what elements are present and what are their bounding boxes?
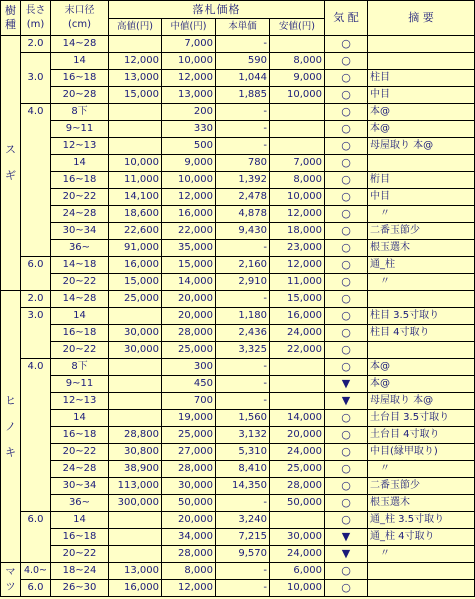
high-cell: 38,900 bbox=[109, 461, 162, 478]
high-cell: 12,000 bbox=[109, 53, 162, 70]
unit-cell: - bbox=[216, 291, 270, 308]
unit-cell: 780 bbox=[216, 155, 270, 172]
summary-cell: 本@ bbox=[368, 104, 475, 121]
mid-cell: 25,000 bbox=[162, 427, 216, 444]
unit-cell: 2,910 bbox=[216, 274, 270, 291]
low-cell: 12,000 bbox=[270, 206, 325, 223]
table-row bbox=[1, 410, 475, 427]
high-cell: 91,000 bbox=[109, 240, 162, 257]
condition-mark: ○ bbox=[325, 257, 368, 274]
low-cell: 10,000 bbox=[270, 189, 325, 206]
low-cell: 16,000 bbox=[270, 308, 325, 325]
summary-cell: 柱目 bbox=[368, 70, 475, 87]
header-mid: 中値(円) bbox=[162, 19, 216, 36]
table-row bbox=[1, 308, 475, 325]
summary-cell: 柱目 3.5寸取り bbox=[368, 308, 475, 325]
header-diameter: 末口径 (cm) bbox=[51, 1, 109, 36]
species-sugi: ス ギ bbox=[1, 36, 21, 291]
condition-mark: ○ bbox=[325, 563, 368, 580]
low-cell bbox=[270, 138, 325, 155]
length-cell: 6.0 bbox=[21, 580, 51, 597]
header-row-1 bbox=[1, 1, 475, 19]
table-row bbox=[1, 325, 475, 342]
mid-cell: 12,000 bbox=[162, 189, 216, 206]
mid-cell: 28,000 bbox=[162, 546, 216, 563]
diameter-cell: 20~22 bbox=[51, 189, 109, 206]
high-cell bbox=[109, 308, 162, 325]
length-cell: 6.0 bbox=[21, 512, 51, 563]
low-cell: 12,000 bbox=[270, 257, 325, 274]
mid-cell: 15,000 bbox=[162, 257, 216, 274]
table-row bbox=[1, 444, 475, 461]
diameter-cell: 24~28 bbox=[51, 461, 109, 478]
high-cell: 10,000 bbox=[109, 155, 162, 172]
low-cell bbox=[270, 36, 325, 53]
unit-cell: - bbox=[216, 393, 270, 410]
high-cell bbox=[109, 512, 162, 529]
header-summary: 摘 要 bbox=[368, 1, 475, 36]
mid-cell: 28,000 bbox=[162, 461, 216, 478]
low-cell: 11,000 bbox=[270, 274, 325, 291]
mid-cell: 34,000 bbox=[162, 529, 216, 546]
low-cell bbox=[270, 359, 325, 376]
table-row bbox=[1, 36, 475, 53]
mid-cell: 20,000 bbox=[162, 308, 216, 325]
unit-cell: 3,240 bbox=[216, 512, 270, 529]
low-cell: 6,000 bbox=[270, 563, 325, 580]
diameter-cell: 8下 bbox=[51, 359, 109, 376]
condition-mark: ○ bbox=[325, 36, 368, 53]
header-length: 長さ (m) bbox=[21, 1, 51, 36]
table-row bbox=[1, 53, 475, 70]
mid-cell: 20,000 bbox=[162, 291, 216, 308]
low-cell: 18,000 bbox=[270, 223, 325, 240]
unit-cell: 1,044 bbox=[216, 70, 270, 87]
mid-cell: 30,000 bbox=[162, 478, 216, 495]
high-cell: 300,000 bbox=[109, 495, 162, 512]
diameter-cell: 14 bbox=[51, 410, 109, 427]
condition-mark: ○ bbox=[325, 223, 368, 240]
unit-cell: 5,310 bbox=[216, 444, 270, 461]
low-cell: 8,000 bbox=[270, 53, 325, 70]
summary-cell: 母屋取り 本@ bbox=[368, 393, 475, 410]
summary-cell: 〃 bbox=[368, 546, 475, 563]
table-row bbox=[1, 189, 475, 206]
high-cell: 30,000 bbox=[109, 325, 162, 342]
unit-cell: 3,132 bbox=[216, 427, 270, 444]
high-cell: 11,000 bbox=[109, 172, 162, 189]
low-cell: 25,000 bbox=[270, 461, 325, 478]
length-cell: 6.0 bbox=[21, 257, 51, 291]
unit-cell: 2,436 bbox=[216, 325, 270, 342]
summary-cell: 根玉選木 bbox=[368, 495, 475, 512]
header-unit: 本単価 bbox=[216, 19, 270, 36]
diameter-cell: 20~28 bbox=[51, 87, 109, 104]
condition-mark: ▼ bbox=[325, 546, 368, 563]
diameter-cell: 36~ bbox=[51, 495, 109, 512]
unit-cell: 8,410 bbox=[216, 461, 270, 478]
table-row bbox=[1, 87, 475, 104]
condition-mark: ○ bbox=[325, 461, 368, 478]
table-row bbox=[1, 121, 475, 138]
condition-mark: ○ bbox=[325, 240, 368, 257]
summary-cell bbox=[368, 342, 475, 359]
unit-cell: - bbox=[216, 376, 270, 393]
high-cell bbox=[109, 359, 162, 376]
diameter-cell: 16~18 bbox=[51, 325, 109, 342]
high-cell bbox=[109, 36, 162, 53]
unit-cell: - bbox=[216, 580, 270, 597]
low-cell bbox=[270, 512, 325, 529]
summary-cell: 〃 bbox=[368, 274, 475, 291]
low-cell: 8,000 bbox=[270, 172, 325, 189]
low-cell bbox=[270, 121, 325, 138]
table-row bbox=[1, 580, 475, 597]
high-cell bbox=[109, 410, 162, 427]
diameter-cell: 12~13 bbox=[51, 138, 109, 155]
mid-cell: 12,000 bbox=[162, 580, 216, 597]
unit-cell: 1,392 bbox=[216, 172, 270, 189]
high-cell: 113,000 bbox=[109, 478, 162, 495]
high-cell: 15,000 bbox=[109, 274, 162, 291]
condition-mark: ○ bbox=[325, 325, 368, 342]
high-cell: 13,000 bbox=[109, 563, 162, 580]
table-row bbox=[1, 206, 475, 223]
low-cell: 22,000 bbox=[270, 342, 325, 359]
mid-cell: 330 bbox=[162, 121, 216, 138]
summary-cell bbox=[368, 563, 475, 580]
table-row bbox=[1, 529, 475, 546]
low-cell: 9,000 bbox=[270, 70, 325, 87]
table-row bbox=[1, 291, 475, 308]
high-cell: 16,000 bbox=[109, 580, 162, 597]
diameter-cell: 8下 bbox=[51, 104, 109, 121]
table-row bbox=[1, 512, 475, 529]
low-cell: 24,000 bbox=[270, 546, 325, 563]
diameter-cell: 12~13 bbox=[51, 393, 109, 410]
diameter-cell: 9~11 bbox=[51, 121, 109, 138]
table-row bbox=[1, 70, 475, 87]
diameter-cell: 14~18 bbox=[51, 257, 109, 274]
low-cell: 10,000 bbox=[270, 580, 325, 597]
high-cell bbox=[109, 138, 162, 155]
mid-cell: 7,000 bbox=[162, 36, 216, 53]
diameter-cell: 16~18 bbox=[51, 529, 109, 546]
condition-mark: ○ bbox=[325, 87, 368, 104]
table-row bbox=[1, 223, 475, 240]
low-cell bbox=[270, 104, 325, 121]
high-cell bbox=[109, 376, 162, 393]
header-high: 高値(円) bbox=[109, 19, 162, 36]
condition-mark: ○ bbox=[325, 53, 368, 70]
mid-cell: 9,000 bbox=[162, 155, 216, 172]
low-cell: 23,000 bbox=[270, 240, 325, 257]
low-cell: 50,000 bbox=[270, 495, 325, 512]
condition-mark: ○ bbox=[325, 308, 368, 325]
mid-cell: 27,000 bbox=[162, 444, 216, 461]
high-cell: 22,600 bbox=[109, 223, 162, 240]
unit-cell: - bbox=[216, 495, 270, 512]
condition-mark: ▼ bbox=[325, 393, 368, 410]
mid-cell: 450 bbox=[162, 376, 216, 393]
summary-cell: 〃 bbox=[368, 461, 475, 478]
unit-cell: - bbox=[216, 359, 270, 376]
unit-cell: 14,350 bbox=[216, 478, 270, 495]
table-row bbox=[1, 427, 475, 444]
condition-mark: ○ bbox=[325, 189, 368, 206]
condition-mark: ○ bbox=[325, 138, 368, 155]
high-cell bbox=[109, 529, 162, 546]
diameter-cell: 14~28 bbox=[51, 291, 109, 308]
diameter-cell: 20~22 bbox=[51, 546, 109, 563]
species-hinoki: ヒ ノ キ bbox=[1, 291, 21, 563]
high-cell: 18,600 bbox=[109, 206, 162, 223]
diameter-cell: 14 bbox=[51, 155, 109, 172]
mid-cell: 13,000 bbox=[162, 87, 216, 104]
condition-mark: ○ bbox=[325, 478, 368, 495]
high-cell: 13,000 bbox=[109, 70, 162, 87]
condition-mark: ○ bbox=[325, 121, 368, 138]
table-row bbox=[1, 546, 475, 563]
unit-cell: - bbox=[216, 240, 270, 257]
mid-cell: 16,000 bbox=[162, 206, 216, 223]
table-row bbox=[1, 104, 475, 121]
summary-cell: 柱目 4寸取り bbox=[368, 325, 475, 342]
high-cell bbox=[109, 121, 162, 138]
summary-cell: 母屋取り 本@ bbox=[368, 138, 475, 155]
summary-cell: 〃 bbox=[368, 206, 475, 223]
length-cell: 3.0 bbox=[21, 53, 51, 104]
header-condition: 気 配 bbox=[325, 1, 368, 36]
unit-cell: - bbox=[216, 36, 270, 53]
unit-cell: 590 bbox=[216, 53, 270, 70]
unit-cell: - bbox=[216, 104, 270, 121]
condition-mark: ○ bbox=[325, 274, 368, 291]
low-cell: 30,000 bbox=[270, 529, 325, 546]
table-row bbox=[1, 495, 475, 512]
length-cell: 2.0 bbox=[21, 36, 51, 53]
summary-cell: 土台目 3.5寸取り bbox=[368, 410, 475, 427]
diameter-cell: 9~11 bbox=[51, 376, 109, 393]
table-row bbox=[1, 155, 475, 172]
condition-mark: ▼ bbox=[325, 529, 368, 546]
diameter-cell: 36~ bbox=[51, 240, 109, 257]
unit-cell: 9,430 bbox=[216, 223, 270, 240]
summary-cell: 桁目 bbox=[368, 172, 475, 189]
condition-mark: ○ bbox=[325, 291, 368, 308]
unit-cell: - bbox=[216, 138, 270, 155]
table-row bbox=[1, 240, 475, 257]
table-row bbox=[1, 257, 475, 274]
mid-cell: 10,000 bbox=[162, 172, 216, 189]
diameter-cell: 30~34 bbox=[51, 223, 109, 240]
mid-cell: 8,000 bbox=[162, 563, 216, 580]
unit-cell: - bbox=[216, 563, 270, 580]
unit-cell: 9,570 bbox=[216, 546, 270, 563]
mid-cell: 50,000 bbox=[162, 495, 216, 512]
condition-mark: ○ bbox=[325, 206, 368, 223]
summary-cell: 二番玉節少 bbox=[368, 223, 475, 240]
table-row bbox=[1, 376, 475, 393]
diameter-cell: 18~24 bbox=[51, 563, 109, 580]
summary-cell: 本@ bbox=[368, 359, 475, 376]
unit-cell: 1,560 bbox=[216, 410, 270, 427]
high-cell: 16,000 bbox=[109, 257, 162, 274]
diameter-cell: 16~18 bbox=[51, 172, 109, 189]
mid-cell: 200 bbox=[162, 104, 216, 121]
diameter-cell: 30~34 bbox=[51, 478, 109, 495]
mid-cell: 22,000 bbox=[162, 223, 216, 240]
summary-cell: 中目 bbox=[368, 189, 475, 206]
mid-cell: 500 bbox=[162, 138, 216, 155]
condition-mark: ○ bbox=[325, 580, 368, 597]
low-cell: 7,000 bbox=[270, 155, 325, 172]
mid-cell: 19,000 bbox=[162, 410, 216, 427]
unit-cell: 4,878 bbox=[216, 206, 270, 223]
condition-mark: ○ bbox=[325, 410, 368, 427]
high-cell: 25,000 bbox=[109, 291, 162, 308]
header-low: 安値(円) bbox=[270, 19, 325, 36]
diameter-cell: 16~18 bbox=[51, 427, 109, 444]
mid-cell: 12,000 bbox=[162, 70, 216, 87]
unit-cell: 3,325 bbox=[216, 342, 270, 359]
summary-cell: 根玉選木 bbox=[368, 240, 475, 257]
length-cell: 3.0 bbox=[21, 308, 51, 359]
high-cell: 15,000 bbox=[109, 87, 162, 104]
mid-cell: 25,000 bbox=[162, 342, 216, 359]
condition-mark: ○ bbox=[325, 172, 368, 189]
unit-cell: - bbox=[216, 121, 270, 138]
low-cell bbox=[270, 393, 325, 410]
summary-cell: 本@ bbox=[368, 376, 475, 393]
low-cell: 10,000 bbox=[270, 87, 325, 104]
summary-cell: 土台目 4寸取り bbox=[368, 427, 475, 444]
unit-cell: 1,180 bbox=[216, 308, 270, 325]
diameter-cell: 14 bbox=[51, 53, 109, 70]
summary-cell: 通_柱 4寸取り bbox=[368, 529, 475, 546]
summary-cell: 中目 bbox=[368, 87, 475, 104]
low-cell: 15,000 bbox=[270, 291, 325, 308]
table-row bbox=[1, 478, 475, 495]
unit-cell: 7,215 bbox=[216, 529, 270, 546]
unit-cell: 2,478 bbox=[216, 189, 270, 206]
table-row bbox=[1, 393, 475, 410]
length-cell: 4.0 bbox=[21, 104, 51, 257]
table-row bbox=[1, 342, 475, 359]
diameter-cell: 14 bbox=[51, 512, 109, 529]
summary-cell bbox=[368, 155, 475, 172]
high-cell bbox=[109, 546, 162, 563]
high-cell bbox=[109, 104, 162, 121]
table-row bbox=[1, 138, 475, 155]
diameter-cell: 20~22 bbox=[51, 274, 109, 291]
summary-cell: 中目(縁甲取り) bbox=[368, 444, 475, 461]
length-cell: 4.0~ bbox=[21, 563, 51, 580]
low-cell: 24,000 bbox=[270, 444, 325, 461]
table-row bbox=[1, 172, 475, 189]
condition-mark: ○ bbox=[325, 495, 368, 512]
summary-cell bbox=[368, 291, 475, 308]
condition-mark: ○ bbox=[325, 155, 368, 172]
diameter-cell: 20~22 bbox=[51, 342, 109, 359]
diameter-cell: 14 bbox=[51, 308, 109, 325]
condition-mark: ○ bbox=[325, 359, 368, 376]
mid-cell: 10,000 bbox=[162, 53, 216, 70]
high-cell: 28,800 bbox=[109, 427, 162, 444]
condition-mark: ○ bbox=[325, 444, 368, 461]
summary-cell: 二番玉節少 bbox=[368, 478, 475, 495]
species-matsu: マ ツ bbox=[1, 563, 21, 597]
table-row bbox=[1, 563, 475, 580]
unit-cell: 2,160 bbox=[216, 257, 270, 274]
condition-mark: ○ bbox=[325, 342, 368, 359]
low-cell: 24,000 bbox=[270, 325, 325, 342]
low-cell bbox=[270, 376, 325, 393]
condition-mark: ○ bbox=[325, 70, 368, 87]
table-row bbox=[1, 359, 475, 376]
header-price-group: 落札価格 bbox=[109, 1, 325, 19]
summary-cell bbox=[368, 36, 475, 53]
summary-cell: 通_柱 bbox=[368, 257, 475, 274]
header-species: 樹 種 bbox=[1, 1, 21, 36]
length-cell: 4.0 bbox=[21, 359, 51, 512]
summary-cell bbox=[368, 580, 475, 597]
table-row bbox=[1, 461, 475, 478]
mid-cell: 300 bbox=[162, 359, 216, 376]
mid-cell: 20,000 bbox=[162, 512, 216, 529]
low-cell: 28,000 bbox=[270, 478, 325, 495]
condition-mark: ▼ bbox=[325, 376, 368, 393]
diameter-cell: 16~18 bbox=[51, 70, 109, 87]
diameter-cell: 14~28 bbox=[51, 36, 109, 53]
mid-cell: 35,000 bbox=[162, 240, 216, 257]
diameter-cell: 20~22 bbox=[51, 444, 109, 461]
mid-cell: 700 bbox=[162, 393, 216, 410]
length-cell: 2.0 bbox=[21, 291, 51, 308]
unit-cell: 1,885 bbox=[216, 87, 270, 104]
high-cell: 30,000 bbox=[109, 342, 162, 359]
condition-mark: ○ bbox=[325, 427, 368, 444]
high-cell bbox=[109, 393, 162, 410]
summary-cell bbox=[368, 53, 475, 70]
low-cell: 20,000 bbox=[270, 427, 325, 444]
high-cell: 30,800 bbox=[109, 444, 162, 461]
diameter-cell: 24~28 bbox=[51, 206, 109, 223]
summary-cell: 本@ bbox=[368, 121, 475, 138]
condition-mark: ○ bbox=[325, 512, 368, 529]
summary-cell: 通_柱 3.5寸取り bbox=[368, 512, 475, 529]
low-cell: 14,000 bbox=[270, 410, 325, 427]
table-row bbox=[1, 274, 475, 291]
mid-cell: 28,000 bbox=[162, 325, 216, 342]
diameter-cell: 26~30 bbox=[51, 580, 109, 597]
condition-mark: ○ bbox=[325, 104, 368, 121]
mid-cell: 14,000 bbox=[162, 274, 216, 291]
high-cell: 14,100 bbox=[109, 189, 162, 206]
